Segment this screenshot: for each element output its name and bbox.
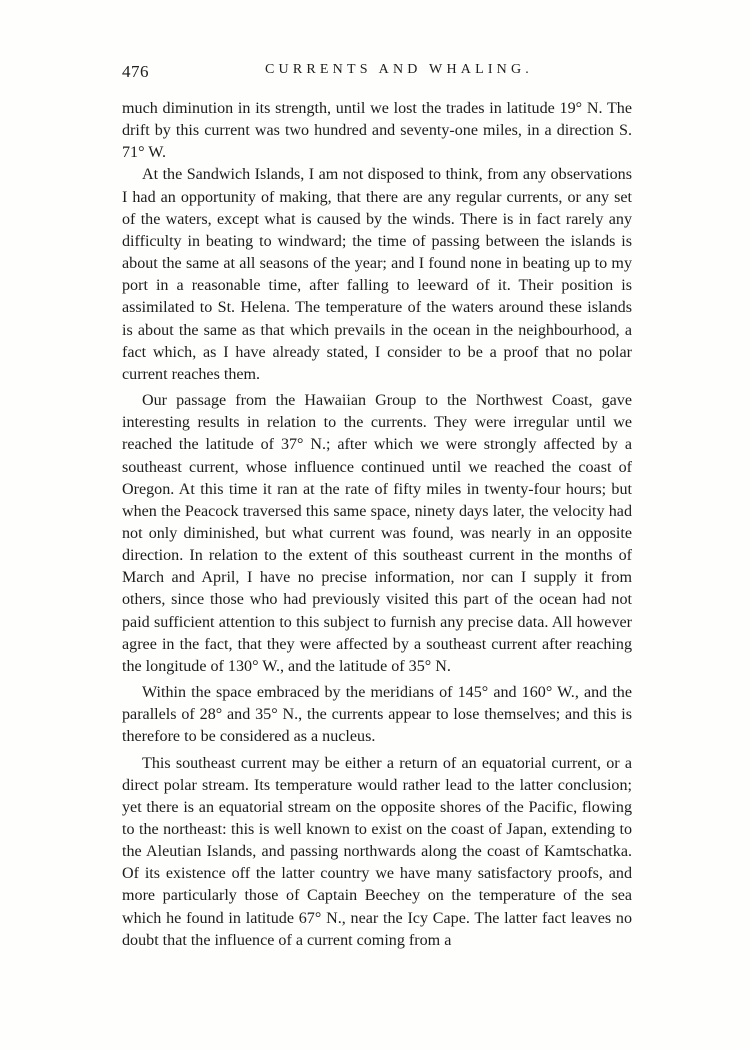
page-number: 476 (122, 62, 149, 81)
paragraph-sandwich-islands: At the Sandwich Islands, I am not disposed to think, from any observations I had an opportunity of making, that there are any regular currents, or any set of the waters, except what is caused by the winds. There is in fact rarely any difficulty in beating to windward; the time of passing between the islands is about the same at all seasons of the year; and I found none in beating up to my port in a reasonable time, after falling to leeward of it. Their position is assimilated to St. Helena. The temperature of the waters around these islands is about the same as that which prevails in the ocean in the neighbourhood, a fact which, as I have already stated, I consider to be a proof that no polar current reaches them. (122, 166, 632, 383)
running-title: CURRENTS AND WHALING. (265, 62, 533, 77)
paragraph-meridians: Within the space embraced by the meridians of 145° and 160° W., and the parallels of 28° and 35° N., the currents appear to lose themselves; and this is therefore to be considered as a nucleus. (122, 684, 632, 746)
page-header (120, 62, 638, 84)
paragraph-southeast-current: This southeast current may be either a return of an equatorial current, or a direct polar stream. Its temperature would rather lead to the latter conclusion; yet there is an equatorial stream on the opposite shores of the Pacific, flowing to the northeast: this is well known to exist on the coast of Japan, extending to the Aleutian Islands, and passing northwards along the coast of Kamtschatka. Of its existence off the latter country we have many satisfactory proofs, and more particularly those of Captain Beechey on the temperature of the sea which he found in latitude 67° N., near the Icy Cape. The latter fact leaves no doubt that the influence of a current coming from a (122, 754, 632, 949)
paragraph-continuation: much diminution in its strength, until we lost the trades in latitude 19° N. The drift by this current was two hundred and seventy-one miles, in a direction S. 71° W. (122, 100, 632, 162)
body-text (122, 98, 632, 952)
paragraph-hawaiian-passage: Our passage from the Hawaiian Group to the Northwest Coast, gave interesting results in relation to the currents. They were irregular until we reached the latitude of 37° N.; after which we were strongly affected by a southeast current, whose influence continued until we reached the coast of Oregon. At this time it ran at the rate of fifty miles in twenty-four hours; but when the Peacock traversed this same space, ninety days later, the velocity had not only diminished, but what current was found, was nearly in an opposite direction. In relation to the extent of this southeast current in the months of March and April, I have no precise information, nor can I supply it from others, since those who had previously visited this part of the ocean had not paid sufficient attention to this subject to furnish any precise data. All however agree in the fact, that they were affected by a southeast current after reaching the longitude of 130° W., and the latitude of 35° N. (122, 392, 632, 675)
